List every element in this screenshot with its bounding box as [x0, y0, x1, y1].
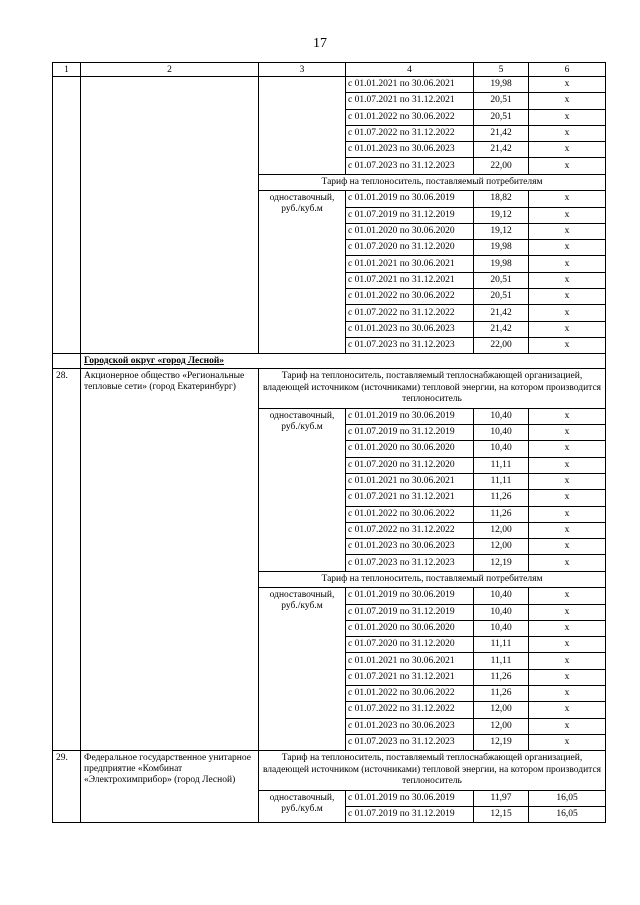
period-cell: с 01.07.2021 по 31.12.2021	[346, 490, 474, 506]
unit-cell: одноставочный, руб./куб.м	[259, 790, 346, 823]
period-cell: с 01.07.2019 по 31.12.2019	[346, 806, 474, 822]
value-cell: 11,11	[474, 637, 529, 653]
value-cell: 11,11	[474, 457, 529, 473]
tariff-title: Тариф на теплоноситель, поставляемый потребителям	[259, 571, 606, 588]
col6-cell: х	[529, 734, 606, 750]
period-cell: с 01.01.2023 по 30.06.2023	[346, 539, 474, 555]
period-cell: с 01.07.2021 по 31.12.2021	[346, 93, 474, 109]
value-cell: 21,42	[474, 321, 529, 337]
col6-cell: 16,05	[529, 790, 606, 806]
period-cell: с 01.01.2020 по 30.06.2020	[346, 223, 474, 239]
value-cell: 22,00	[474, 158, 529, 174]
section-row	[53, 354, 606, 369]
period-cell: с 01.01.2020 по 30.06.2020	[346, 620, 474, 636]
period-cell: с 01.01.2022 по 30.06.2022	[346, 289, 474, 305]
period-cell: с 01.07.2022 по 31.12.2022	[346, 522, 474, 538]
value-cell: 20,51	[474, 93, 529, 109]
period-cell: с 01.01.2023 по 30.06.2023	[346, 142, 474, 158]
period-cell: с 01.01.2019 по 30.06.2019	[346, 191, 474, 207]
section-title: Городской округ «город Лесной»	[81, 354, 606, 369]
value-cell: 11,26	[474, 490, 529, 506]
value-cell: 12,19	[474, 555, 529, 571]
value-cell: 12,19	[474, 734, 529, 750]
col6-cell: х	[529, 686, 606, 702]
value-cell: 10,40	[474, 604, 529, 620]
unit-cell: одноставочный, руб./куб.м	[259, 408, 346, 571]
period-cell: с 01.07.2023 по 31.12.2023	[346, 734, 474, 750]
period-cell: с 01.01.2019 по 30.06.2019	[346, 588, 474, 604]
col6-cell: х	[529, 506, 606, 522]
value-cell: 11,97	[474, 790, 529, 806]
period-cell: с 01.01.2020 по 30.06.2020	[346, 441, 474, 457]
col6-cell: х	[529, 490, 606, 506]
col6-cell: 16,05	[529, 806, 606, 822]
value-cell: 11,11	[474, 653, 529, 669]
period-cell: с 01.07.2023 по 31.12.2023	[346, 158, 474, 174]
period-cell: с 01.01.2022 по 30.06.2022	[346, 686, 474, 702]
col6-cell: х	[529, 93, 606, 109]
header-cell: 3	[259, 63, 346, 77]
header-cell: 2	[81, 63, 259, 77]
unit-cell	[259, 77, 346, 175]
period-cell: с 01.07.2022 по 31.12.2022	[346, 125, 474, 141]
col6-cell: х	[529, 191, 606, 207]
period-cell: с 01.07.2021 по 31.12.2021	[346, 272, 474, 288]
tariff-title: Тариф на теплоноситель, поставляемый потребителям	[259, 174, 606, 191]
col6-cell: х	[529, 125, 606, 141]
col6-cell: х	[529, 305, 606, 321]
header-row	[53, 63, 606, 77]
value-cell: 19,12	[474, 223, 529, 239]
col6-cell: х	[529, 109, 606, 125]
col6-cell: х	[529, 588, 606, 604]
col6-cell: х	[529, 604, 606, 620]
tariff-title-row	[53, 369, 606, 409]
col6-cell: х	[529, 539, 606, 555]
period-cell: с 01.01.2019 по 30.06.2019	[346, 408, 474, 424]
col6-cell: х	[529, 718, 606, 734]
col6-cell: х	[529, 321, 606, 337]
value-cell: 19,12	[474, 207, 529, 223]
header-cell: 6	[529, 63, 606, 77]
header-cell: 4	[346, 63, 474, 77]
period-cell: с 01.01.2022 по 30.06.2022	[346, 506, 474, 522]
value-cell: 22,00	[474, 337, 529, 353]
period-cell: с 01.07.2019 по 31.12.2019	[346, 425, 474, 441]
value-cell: 12,00	[474, 539, 529, 555]
table-row	[53, 77, 606, 93]
period-cell: с 01.07.2019 по 31.12.2019	[346, 207, 474, 223]
col6-cell: х	[529, 441, 606, 457]
value-cell: 12,00	[474, 702, 529, 718]
period-cell: с 01.01.2021 по 30.06.2021	[346, 256, 474, 272]
entry-number: 29.	[53, 751, 81, 823]
col6-cell: х	[529, 289, 606, 305]
number-cell	[53, 77, 81, 354]
value-cell: 18,82	[474, 191, 529, 207]
period-cell: с 01.07.2023 по 31.12.2023	[346, 337, 474, 353]
value-cell: 11,26	[474, 669, 529, 685]
col6-cell: х	[529, 158, 606, 174]
organization-name: Акционерное общество «Региональные тепловые сети» (город Екатеринбург)	[81, 369, 259, 751]
col6-cell: х	[529, 637, 606, 653]
value-cell: 11,26	[474, 686, 529, 702]
period-cell: с 01.07.2022 по 31.12.2022	[346, 305, 474, 321]
col6-cell: х	[529, 457, 606, 473]
col6-cell: х	[529, 408, 606, 424]
page-number: 17	[313, 36, 327, 51]
value-cell: 12,00	[474, 718, 529, 734]
period-cell: с 01.01.2021 по 30.06.2021	[346, 473, 474, 489]
col6-cell: х	[529, 555, 606, 571]
value-cell: 21,42	[474, 305, 529, 321]
value-cell: 10,40	[474, 408, 529, 424]
value-cell: 19,98	[474, 77, 529, 93]
period-cell: с 01.07.2020 по 31.12.2020	[346, 637, 474, 653]
tariff-title-row	[53, 751, 606, 791]
col6-cell: х	[529, 669, 606, 685]
value-cell: 19,98	[474, 240, 529, 256]
period-cell: с 01.07.2023 по 31.12.2023	[346, 555, 474, 571]
period-cell: с 01.01.2022 по 30.06.2022	[346, 109, 474, 125]
organization-name: Федеральное государственное унитарное предприятие «Комбинат «Электрохимприбор» (город Лесной)	[81, 751, 259, 823]
col6-cell: х	[529, 207, 606, 223]
col6-cell: х	[529, 522, 606, 538]
period-cell: с 01.07.2020 по 31.12.2020	[346, 457, 474, 473]
tariff-title: Тариф на теплоноситель, поставляемый теплоснабжающей организацией, владеющей источником (источниками) тепловой энергии, на котором производится теплоноситель	[259, 751, 606, 791]
col6-cell: х	[529, 653, 606, 669]
value-cell: 12,15	[474, 806, 529, 822]
section-number-cell	[53, 354, 81, 369]
col6-cell: х	[529, 223, 606, 239]
col6-cell: х	[529, 272, 606, 288]
value-cell: 10,40	[474, 425, 529, 441]
value-cell: 20,51	[474, 289, 529, 305]
tariff-table	[52, 62, 606, 823]
tariff-title: Тариф на теплоноситель, поставляемый теплоснабжающей организацией, владеющей источником (источниками) тепловой энергии, на котором производится теплоноситель	[259, 369, 606, 409]
col6-cell: х	[529, 702, 606, 718]
unit-cell: одноставочный, руб./куб.м	[259, 191, 346, 354]
col6-cell: х	[529, 620, 606, 636]
period-cell: с 01.07.2022 по 31.12.2022	[346, 702, 474, 718]
period-cell: с 01.01.2021 по 30.06.2021	[346, 77, 474, 93]
col6-cell: х	[529, 142, 606, 158]
value-cell: 11,11	[474, 473, 529, 489]
col6-cell: х	[529, 337, 606, 353]
col6-cell: х	[529, 473, 606, 489]
header-cell: 5	[474, 63, 529, 77]
value-cell: 10,40	[474, 588, 529, 604]
period-cell: с 01.01.2023 по 30.06.2023	[346, 321, 474, 337]
header-cell: 1	[53, 63, 81, 77]
col6-cell: х	[529, 77, 606, 93]
period-cell: с 01.01.2021 по 30.06.2021	[346, 653, 474, 669]
org-cell	[81, 77, 259, 354]
unit-cell: одноставочный, руб./куб.м	[259, 588, 346, 751]
col6-cell: х	[529, 425, 606, 441]
value-cell: 12,00	[474, 522, 529, 538]
value-cell: 21,42	[474, 125, 529, 141]
period-cell: с 01.01.2023 по 30.06.2023	[346, 718, 474, 734]
value-cell: 20,51	[474, 272, 529, 288]
value-cell: 11,26	[474, 506, 529, 522]
value-cell: 21,42	[474, 142, 529, 158]
value-cell: 20,51	[474, 109, 529, 125]
period-cell: с 01.07.2021 по 31.12.2021	[346, 669, 474, 685]
value-cell: 10,40	[474, 441, 529, 457]
col6-cell: х	[529, 256, 606, 272]
period-cell: с 01.01.2019 по 30.06.2019	[346, 790, 474, 806]
period-cell: с 01.07.2019 по 31.12.2019	[346, 604, 474, 620]
value-cell: 19,98	[474, 256, 529, 272]
entry-number: 28.	[53, 369, 81, 751]
period-cell: с 01.07.2020 по 31.12.2020	[346, 240, 474, 256]
value-cell: 10,40	[474, 620, 529, 636]
col6-cell: х	[529, 240, 606, 256]
